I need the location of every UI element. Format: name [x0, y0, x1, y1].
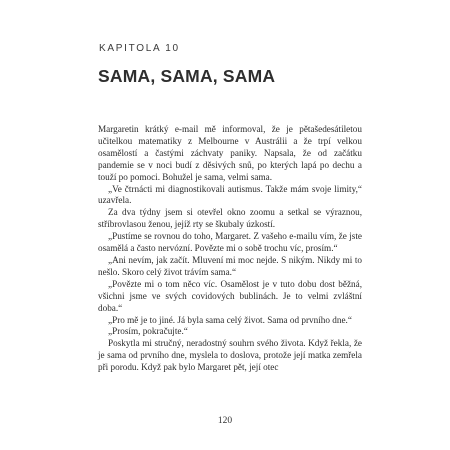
paragraph: Poskytla mi stručný, neradostný souhrn svého života. Když řekla, že je sama od prvního dne, myslela to doslova, protože její matka zemřela při porodu. Když pak bylo Margaret pět, její otec: [98, 338, 362, 373]
page-number: 120: [217, 416, 233, 426]
paragraph: Margaretin krátký e-mail mě informoval, že je pětašedesátiletou učitelkou matematiky z Melbourne v Austrálii a že trpí velkou osamělostí a častými záchvaty paniky. Napsala, že od začátku pandemie se v noci budí z děsivých snů, po kterých lapá po dechu a touží po pomoci. Bohužel je sama, velmi sama.: [98, 124, 362, 182]
paragraph: „Pro mě je to jiné. Já byla sama celý život. Sama od prvního dne.“: [108, 314, 352, 325]
paragraph: „Povězte mi o tom něco víc. Osamělost je v tuto dobu dost běžná, všichni jsme ve svých covidových bublinách. Je to velmi zvláštní doba.“: [98, 278, 362, 313]
paragraph: „Ani nevím, jak začít. Mluvení mi moc nejde. S nikým. Nikdy mi to nešlo. Skoro celý život trávím sama.“: [98, 254, 362, 277]
paragraph: „Prosím, pokračujte.“: [108, 326, 188, 337]
paragraph: „Pustíme se rovnou do toho, Margaret. Z vašeho e-mailu vím, že jste osamělá a často nervózní. Povězte mi o sobě trochu víc, prosím.“: [98, 231, 362, 254]
paragraph: Za dva týdny jsem si otevřel okno zoomu a setkal se výraznou, stříbrovlasou ženou, jejíž rty se škubaly úzkostí.: [98, 207, 362, 230]
chapter-label: KAPITOLA 10: [99, 43, 180, 54]
paragraph: „Ve čtrnácti mi diagnostikovali autismus. Takže mám svoje limity,“ uzavřela.: [98, 183, 362, 206]
body-text: [98, 124, 362, 374]
chapter-title: SAMA, SAMA, SAMA: [98, 66, 276, 86]
